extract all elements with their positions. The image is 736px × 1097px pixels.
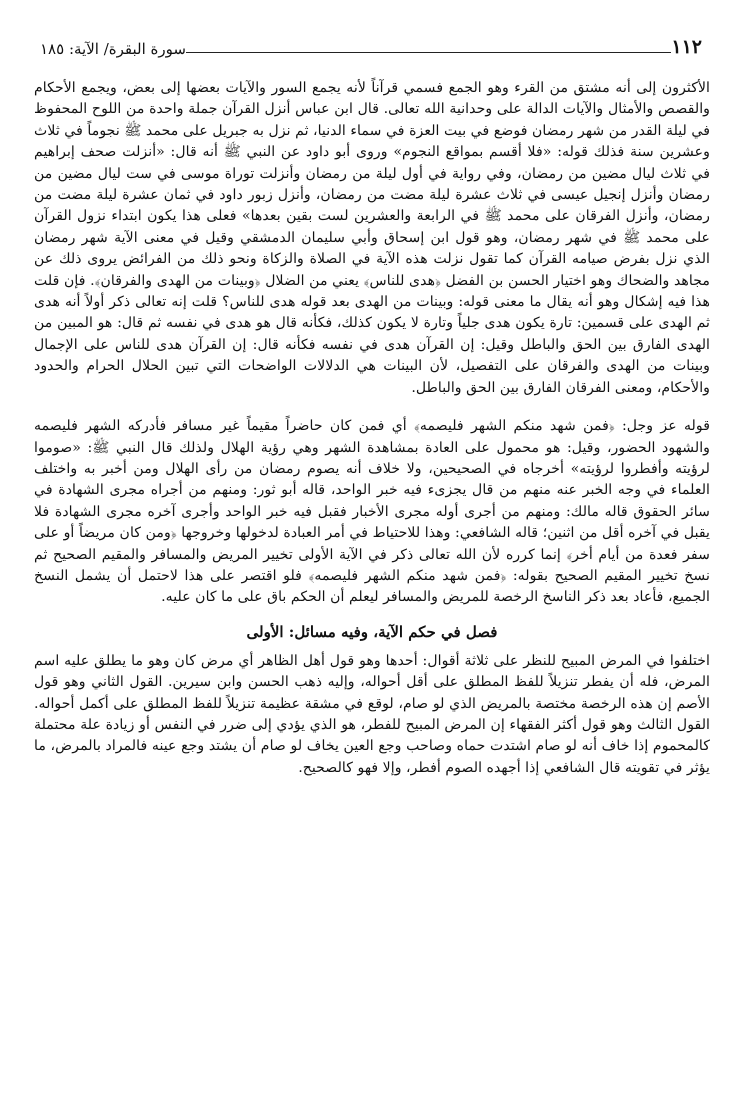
section-heading: فصل في حكم الآية، وفيه مسائل: الأولى	[246, 622, 498, 641]
surah-label: سورة البقرة/ الآية: ١٨٥	[40, 40, 186, 58]
paragraph-3: اختلفوا في المرض المبيح للنظر على ثلاثة أقوال: أحدها وهو قول أهل الظاهر أي مرض كان وهو ما يطلق عليه اسم المرض، فله أن يفطر تنزيلاً للفظ المطلق على أقل أحواله، وإليه ذهب الحسن وابن سيرين. القول الثاني وهو قول الأصم إن هذه الرخصة مختصة بالمريض الذي لو صام، لوقع في مشقة عظيمة تنزيلاً للفظ المطلق على أكمل أحواله. القول الثالث وهو قول أكثر الفقهاء إن المرض المبيح للفطر، هو الذي يؤدي إلى ضرر في النفس أو زيادة علة محتملة كالمحموم إذا خاف أنه لو صام اشتدت حماه وصاحب وجع العين يخاف لو صام أن يشتد وجع عينه فالمراد بالمرض، ما يؤثر في تقويته قال الشافعي إذا أجهده الصوم أفطر، وإلا فهو كالصحيح.	[34, 652, 710, 776]
paragraph-1: الأكثرون إلى أنه مشتق من القرء وهو الجمع فسمي قرآناً لأنه يجمع السور والآيات بعضها إلى بعض، ويجمع الأحكام والقصص والأمثال والآيات الدالة على وحدانية الله تعالى. قال ابن عباس أنزل القرآن جملة واحدة من اللوح المحفوظ في ليلة القدر من شهر رمضان فوضع في بيت العزة في سماء الدنيا، ثم نزل به جبريل على محمد ﷺ نجوماً في ثلاث وعشرين سنة فذلك قوله: «فلا أقسم بمواقع النجوم» وروى أبو داود عن النبي ﷺ أنه قال: «أنزلت صحف إبراهيم في ثلاث ليال مضين من رمضان، وفي رواية في أول ليلة من رمضان وأنزلت توراة موسى في ست ليال مضين من رمضان وأنزل إنجيل عيسى في ثلاث عشرة ليلة مضت من رمضان، وأنزل زبور داود في ثمان عشرة ليلة مضت من رمضان، وأنزل الفرقان على محمد ﷺ في الرابعة والعشرين لست بقين بعدها» فعلى هذا يكون ابتداء نزول القرآن على محمد ﷺ في شهر رمضان، وهو قول ابن إسحاق وأبي سليمان الدمشقي وقيل في معنى الآية شهر رمضان الذي نزل بفرض صيامه القرآن كما تقول نزلت هذه الآية في الصلاة والزكاة ونحو ذلك من الفرائض يروى ذلك عن مجاهد والضحاك وهو اختيار الحسن بن الفضل ﴿هدى للناس﴾ يعني من الضلال ﴿وبينات من الهدى والفرقان﴾. فإن قلت هذا فيه إشكال وهو أنه يقال ما معنى قوله: وبينات من الهدى بعد قوله هدى للناس؟ قلت إنه تعالى ذكر أولاً أنه هدى ثم الهدى على قسمين: تارة يكون هدى جلياً وتارة لا يكون كذلك، فكأنه قال هو هدى في نفسه ثم قال: هو المبين من الهدى الفارق بين الحق والباطل وقيل: إن القرآن هدى في نفسه فكأنه قال: إن القرآن هدى للناس على الإجمال وبينات من الهدى والفرقان على التفصيل، لأن البينات هي الدلالات الواضحات التي تبين الحلال الحرام والحدود والأحكام، ومعنى الفرقان الفارق بين الحق والباطل.	[34, 80, 710, 396]
page-number: ١١٢	[671, 36, 702, 58]
paragraph-2: قوله عز وجل: ﴿فمن شهد منكم الشهر فليصمه﴾ أي فمن كان حاضراً مقيماً غير مسافر فأدركه الشهر فليصمه والشهود الحضور، وقيل: هو محمول على العادة بمشاهدة الشهر وهي رؤية الهلال ولذلك قال النبي ﷺ: «صوموا لرؤيته وأفطروا لرؤيته» أخرجاه في الصحيحين، ولا خلاف أنه يصوم رمضان من رأى الهلال ومن أخبر به واختلف العلماء في وجه الخبر عنه منهم من قال يجزىء فيه خبر الواحد، قاله أبو ثور: ومنهم من أجراه مجرى الشهادة في سائر الحقوق قاله مالك: ومنهم من أجرى أوله مجرى الأخبار فقبل فيه خبر الواحد وأجرى آخره مجرى الشهادة فلا يقبل في آخره أقل من اثنين؛ قاله الشافعي: وهذا للاحتياط في أمر العبادة لدخولها وخروجها ﴿ومن كان مريضاً أو على سفر فعدة من أيام أخر﴾ إنما كرره لأن الله تعالى ذكر في الآية الأولى تخيير المريض والمسافر والمقيم الصحيح ثم نسخ تخيير المقيم الصحيح بقوله: ﴿فمن شهد منكم الشهر فليصمه﴾ فلو اقتصر على هذا لاحتمل أن يشمل النسخ الجميع، فأعاد بعد ذكر الناسخ الرخصة للمريض والمسافر ليعلم أن الحكم باق على ما كان عليه.	[34, 418, 710, 606]
book-page	[34, 28, 710, 779]
header-rule	[186, 52, 671, 53]
page-header	[34, 28, 710, 58]
